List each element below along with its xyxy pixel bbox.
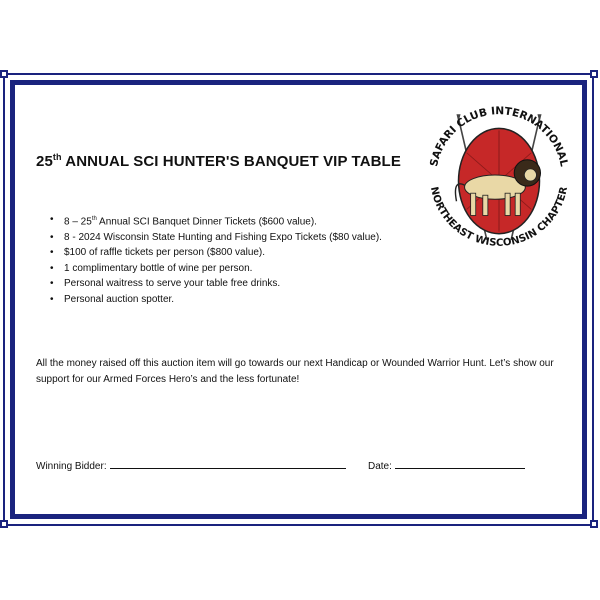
winning-bidder-line — [110, 458, 346, 469]
logo-top-text: SAFARI CLUB INTERNATIONAL — [427, 104, 571, 168]
title-ordinal-number: 25 — [36, 153, 53, 170]
list-item: • $100 of raffle tickets per person ($800 value). — [36, 245, 382, 261]
list-item-superscript: th — [91, 216, 97, 222]
list-item: • Personal auction spotter. — [36, 292, 382, 308]
corner-ornament-top-left — [0, 70, 8, 78]
date-label: Date: — [368, 461, 392, 472]
list-item: • 8 - 2024 Wisconsin State Hunting and Fishing Expo Tickets ($80 value). — [36, 230, 382, 246]
winning-bidder-field — [36, 458, 346, 472]
benefits-list — [36, 212, 382, 307]
corner-ornament-bottom-right — [590, 520, 598, 528]
date-line — [395, 458, 525, 469]
title-text: ANNUAL SCI HUNTER'S BANQUET VIP TABLE — [61, 153, 401, 170]
list-item: • 1 complimentary bottle of wine per person. — [36, 261, 382, 277]
corner-ornament-bottom-left — [0, 520, 8, 528]
page-title — [36, 152, 401, 170]
title-ordinal-suffix: th — [52, 152, 62, 162]
logo-bottom-text: NORTHEAST WISCONSIN CHAPTER — [427, 185, 571, 249]
sci-chapter-logo — [418, 96, 580, 258]
corner-ornament-top-right — [590, 70, 598, 78]
winning-bidder-label: Winning Bidder: — [36, 461, 107, 472]
date-field — [368, 458, 525, 472]
list-item-suffix: Annual SCI Banquet Dinner Tickets ($600 value). — [96, 216, 317, 228]
list-item: • Personal waitress to serve your table free drinks. — [36, 276, 382, 292]
description-paragraph: All the money raised off this auction item will go towards our next Handicap or Wounded Warrior Hunt. Let’s show our support for our Armed Forces Hero’s and the less fortunate! — [36, 358, 554, 385]
list-item-prefix: 8 – 25 — [64, 216, 92, 228]
list-item — [36, 212, 382, 230]
